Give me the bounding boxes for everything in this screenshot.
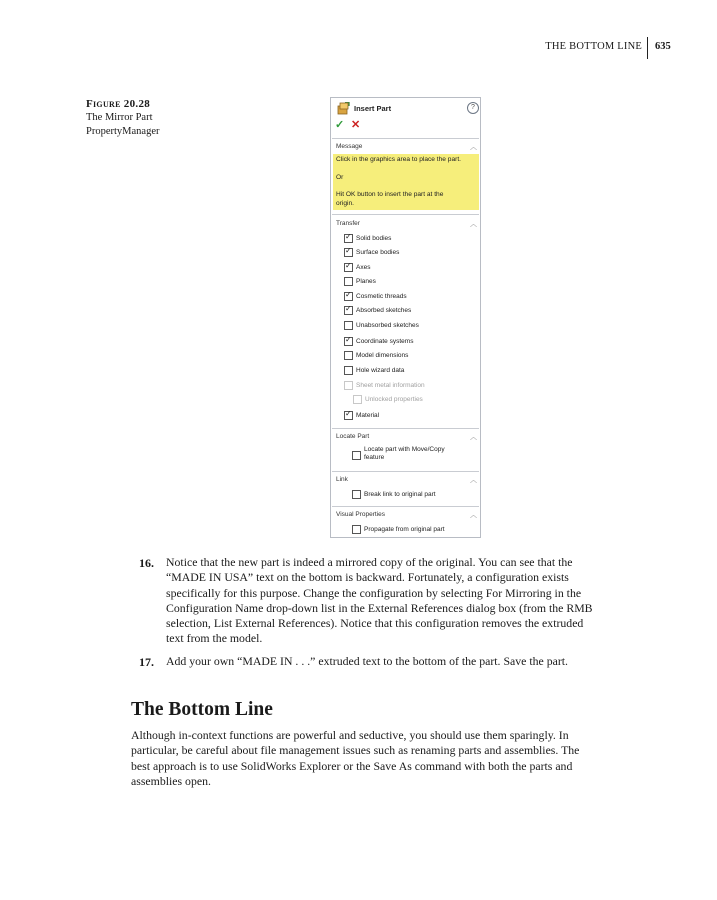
- checkbox: [353, 395, 362, 404]
- section-heading: The Bottom Line: [131, 699, 273, 720]
- ok-check-icon[interactable]: ✓: [335, 119, 345, 131]
- transfer-option-label: Absorbed sketches: [356, 306, 412, 314]
- header-divider: [647, 37, 648, 59]
- checkbox[interactable]: [344, 411, 353, 420]
- transfer-option[interactable]: [344, 247, 399, 257]
- collapse-chevron-icon[interactable]: ︿: [470, 477, 477, 484]
- step-number: 16.: [139, 556, 154, 570]
- checkbox[interactable]: [344, 234, 353, 243]
- step-line: text from the model.: [166, 631, 263, 646]
- transfer-option-label: Model dimensions: [356, 351, 409, 359]
- checkbox: [344, 381, 353, 390]
- transfer-option-label: Hole wizard data: [356, 366, 405, 374]
- figure-caption-line: PropertyManager: [86, 126, 160, 137]
- step-line: “MADE IN USA” text on the bottom is backward. Fortunately, a configuration exists: [166, 570, 569, 585]
- checkbox[interactable]: [344, 248, 353, 257]
- locate-section-heading[interactable]: Locate Part: [336, 433, 370, 440]
- checkbox[interactable]: [344, 337, 353, 346]
- step-line: selection, List External References). Notice that this configuration removes the extruded: [166, 616, 584, 631]
- visual-section-heading[interactable]: Visual Properties: [336, 511, 386, 518]
- transfer-option-label: Cosmetic threads: [356, 292, 407, 300]
- message-section-heading[interactable]: Message: [336, 143, 363, 150]
- step-text: [166, 555, 656, 647]
- message-line: Click in the graphics area to place the part.: [336, 156, 461, 163]
- transfer-option[interactable]: [344, 336, 413, 346]
- paragraph-line: assemblies open.: [131, 773, 211, 788]
- checkbox[interactable]: [344, 351, 353, 360]
- collapse-chevron-icon[interactable]: ︿: [470, 434, 477, 441]
- checkbox[interactable]: [344, 277, 353, 286]
- transfer-option[interactable]: [344, 365, 404, 375]
- page-number: 635: [655, 41, 671, 52]
- transfer-option[interactable]: [344, 233, 391, 243]
- collapse-chevron-icon[interactable]: ︿: [470, 144, 477, 151]
- step-line: specifically for this purpose. Change the configuration by selecting For Mirroring in the: [166, 585, 582, 600]
- checkbox[interactable]: [344, 366, 353, 375]
- section-divider: [332, 471, 479, 472]
- break-link-label: Break link to original part: [364, 490, 436, 498]
- message-line: Hit OK button to insert the part at the: [336, 191, 444, 198]
- insert-part-property-manager: [330, 97, 481, 538]
- transfer-option: [344, 380, 425, 390]
- transfer-section-heading[interactable]: Transfer: [336, 220, 360, 227]
- figure-caption: [86, 97, 159, 139]
- checkbox[interactable]: [344, 292, 353, 301]
- step-line: Add your own “MADE IN . . .” extruded text to the bottom of the part. Save the part.: [166, 654, 568, 668]
- collapse-chevron-icon[interactable]: ︿: [470, 221, 477, 228]
- step-text: [166, 654, 656, 669]
- paragraph-line: particular, be careful about file management issues such as renaming parts and assemblies. The: [131, 743, 580, 758]
- section-divider: [332, 138, 479, 139]
- checkbox[interactable]: [344, 263, 353, 272]
- figure-label: Figure 20.28: [86, 98, 151, 110]
- cancel-close-icon[interactable]: ✕: [351, 119, 361, 131]
- pm-title-bar: [336, 102, 476, 116]
- locate-option-line: Locate part with Move/Copy: [364, 446, 445, 453]
- checkbox[interactable]: [352, 525, 361, 534]
- transfer-option: [353, 394, 423, 404]
- paragraph-line: Although in-context functions are powerful and seductive, you should use them sparingly. In: [131, 728, 569, 742]
- help-icon[interactable]: ?: [467, 102, 479, 114]
- figure-caption-line: The Mirror Part: [86, 112, 153, 123]
- transfer-option[interactable]: [344, 291, 407, 301]
- transfer-option[interactable]: [344, 262, 370, 272]
- transfer-option[interactable]: [344, 350, 408, 360]
- propagate-label: Propagate from original part: [364, 525, 445, 533]
- transfer-option-label: Unabsorbed sketches: [356, 321, 419, 329]
- locate-option-line: feature: [364, 454, 385, 461]
- transfer-option-label: Unlocked properties: [365, 395, 423, 403]
- checkbox[interactable]: [344, 306, 353, 315]
- message-line: Or: [336, 173, 344, 181]
- section-divider: [332, 214, 479, 215]
- transfer-option-label: Coordinate systems: [356, 337, 414, 345]
- step-number: 17.: [139, 655, 154, 669]
- transfer-option-label: Material: [356, 411, 380, 419]
- step-line: Notice that the new part is indeed a mirrored copy of the original. You can see that the: [166, 555, 573, 569]
- section-divider: [332, 428, 479, 429]
- step-line: Configuration Name drop-down list in the External References dialog box (from the RMB: [166, 600, 593, 615]
- section-divider: [332, 506, 479, 507]
- transfer-option[interactable]: [344, 410, 379, 420]
- break-link-checkbox[interactable]: [352, 489, 436, 499]
- section-paragraph: [131, 728, 646, 789]
- transfer-option-label: Surface bodies: [356, 248, 400, 256]
- transfer-option[interactable]: [344, 320, 419, 330]
- transfer-option-label: Axes: [356, 263, 371, 271]
- checkbox[interactable]: [344, 321, 353, 330]
- propagate-checkbox[interactable]: [352, 524, 445, 534]
- transfer-option[interactable]: [344, 276, 376, 286]
- transfer-option-label: Sheet metal information: [356, 381, 425, 389]
- checkbox[interactable]: [352, 490, 361, 499]
- transfer-option-label: Solid bodies: [356, 234, 392, 242]
- locate-part-checkbox[interactable]: [352, 446, 445, 464]
- collapse-chevron-icon[interactable]: ︿: [470, 512, 477, 519]
- message-line: origin.: [336, 199, 354, 207]
- transfer-option[interactable]: [344, 305, 411, 315]
- transfer-option-label: Planes: [356, 277, 376, 285]
- link-section-heading[interactable]: Link: [336, 476, 348, 483]
- running-header-title: THE BOTTOM LINE: [545, 41, 642, 52]
- paragraph-line: best approach is to use SolidWorks Explorer or the Save As command with both the parts and: [131, 758, 573, 773]
- checkbox[interactable]: [352, 451, 361, 460]
- pm-title: Insert Part: [354, 104, 392, 113]
- message-box: [333, 154, 479, 210]
